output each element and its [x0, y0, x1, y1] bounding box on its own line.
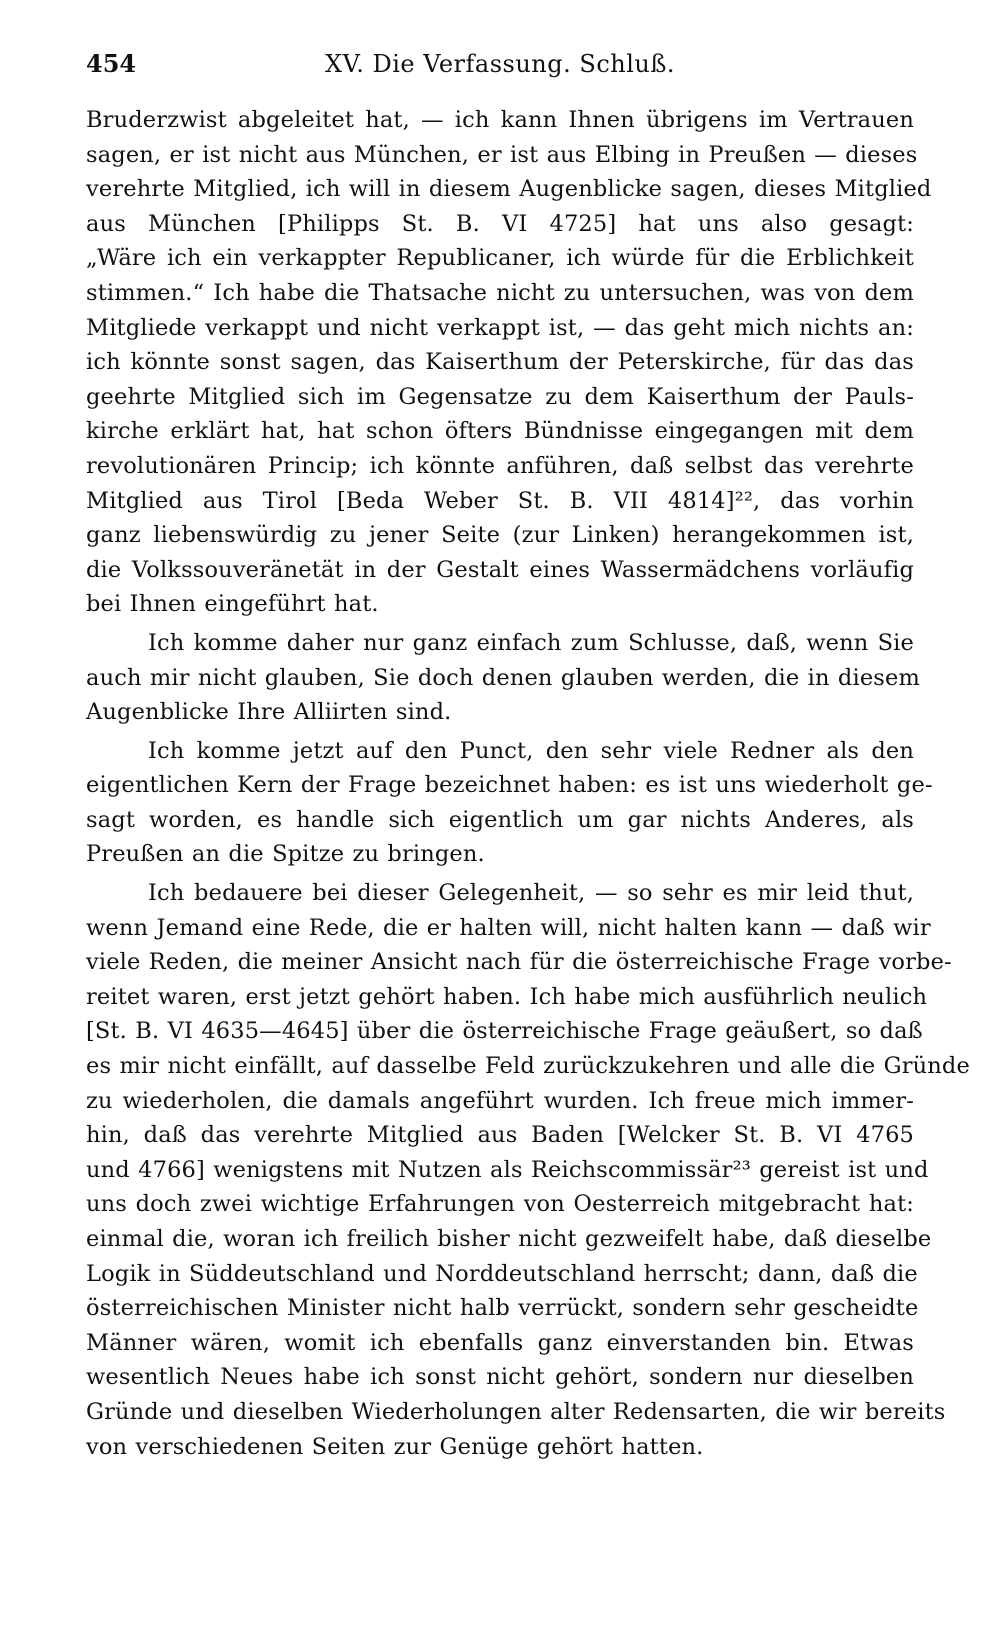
- running-head: XV. Die Verfassung. Schluß.: [324, 50, 676, 78]
- paragraph: [86, 103, 932, 622]
- text-line: Mitglied aus Tirol [Beda Weber St. B. VII 4814]²², das vorhin: [86, 487, 914, 514]
- paragraph: [86, 734, 933, 872]
- text-line: Mitgliede verkappt und nicht verkappt ist, — das geht mich nichts an:: [86, 314, 914, 341]
- text-line: uns doch zwei wichtige Erfahrungen von Oesterreich mitgebracht hat:: [86, 1191, 914, 1218]
- text-line: revolutionären Princip; ich könnte anführen, daß selbst das verehrte: [86, 452, 914, 479]
- text-line: reitet waren, erst jetzt gehört haben. Ich habe mich ausführlich neulich: [86, 983, 928, 1010]
- body-text: [86, 103, 970, 1464]
- text-line: von verschiedenen Seiten zur Genüge gehört hatten.: [86, 1433, 704, 1460]
- text-line: wenn Jemand eine Rede, die er halten will, nicht halten kann — daß wir: [86, 914, 931, 941]
- text-line: geehrte Mitglied sich im Gegensatze zu dem Kaiserthum der Pauls-: [86, 383, 914, 410]
- text-line: Logik in Süddeutschland und Norddeutschland herrscht; dann, daß die: [86, 1260, 918, 1287]
- text-line: die Volkssouveränetät in der Gestalt eines Wassermädchens vorläufig: [86, 556, 914, 583]
- page-header: [86, 44, 914, 84]
- text-line: auch mir nicht glauben, Sie doch denen glauben werden, die in diesem: [86, 664, 920, 691]
- paragraph: [86, 876, 970, 1464]
- page-number: 454: [86, 49, 137, 78]
- text-line: viele Reden, die meiner Ansicht nach für die österreichische Frage vorbe-: [86, 949, 952, 976]
- text-line: [St. B. VI 4635—4645] über die österreichische Frage geäußert, so daß: [86, 1018, 923, 1045]
- text-line: wesentlich Neues habe ich sonst nicht gehört, sondern nur dieselben: [86, 1364, 914, 1391]
- text-line: eigentlichen Kern der Frage bezeichnet haben: es ist uns wiederholt ge-: [86, 772, 933, 799]
- text-line: bei Ihnen eingeführt hat.: [86, 591, 379, 618]
- text-line: hin, daß das verehrte Mitglied aus Baden [Welcker St. B. VI 4765: [86, 1122, 914, 1149]
- text-line: Ich bedauere bei dieser Gelegenheit, — so sehr es mir leid thut,: [148, 880, 914, 907]
- text-line: einmal die, woran ich freilich bisher nicht gezweifelt habe, daß dieselbe: [86, 1226, 932, 1252]
- text-line: und 4766] wenigstens mit Nutzen als Reichscommissär²³ gereist ist und: [86, 1156, 929, 1183]
- text-line: verehrte Mitglied, ich will in diesem Augenblicke sagen, dieses Mitglied: [86, 176, 932, 203]
- text-line: Ich komme daher nur ganz einfach zum Schlusse, daß, wenn Sie: [148, 629, 914, 656]
- text-line: sagen, er ist nicht aus München, er ist aus Elbing in Preußen — dieses: [86, 141, 918, 168]
- text-line: kirche erklärt hat, hat schon öfters Bündnisse eingegangen mit dem: [86, 418, 914, 445]
- text-line: „Wäre ich ein verkappter Republicaner, ich würde für die Erblichkeit: [86, 245, 914, 272]
- text-line: Preußen an die Spitze zu bringen.: [86, 841, 485, 868]
- text-line: sagt worden, es handle sich eigentlich um gar nichts Anderes, als: [86, 806, 914, 833]
- text-line: stimmen.“ Ich habe die Thatsache nicht zu untersuchen, was von dem: [86, 279, 914, 306]
- text-line: Gründe und dieselben Wiederholungen alter Redensarten, die wir bereits: [86, 1398, 946, 1425]
- text-line: ganz liebenswürdig zu jener Seite (zur Linken) herangekommen ist,: [86, 522, 914, 549]
- text-line: Augenblicke Ihre Alliirten sind.: [86, 699, 452, 726]
- paragraph: [86, 626, 920, 730]
- text-line: es mir nicht einfällt, auf dasselbe Feld zurückzukehren und alle die Gründe: [86, 1053, 970, 1080]
- text-line: aus München [Philipps St. B. VI 4725] hat uns also gesagt:: [86, 210, 914, 237]
- text-line: Ich komme jetzt auf den Punct, den sehr viele Redner als den: [148, 737, 914, 764]
- text-line: Bruderzwist abgeleitet hat, — ich kann Ihnen übrigens im Vertrauen: [86, 107, 914, 133]
- text-line: österreichischen Minister nicht halb verrückt, sondern sehr gescheidte: [86, 1295, 919, 1322]
- text-line: zu wiederholen, die damals angeführt wurden. Ich freue mich immer-: [86, 1087, 914, 1114]
- text-line: Männer wären, womit ich ebenfalls ganz einverstanden bin. Etwas: [86, 1329, 914, 1356]
- text-line: ich könnte sonst sagen, das Kaiserthum der Peterskirche, für das das: [86, 349, 914, 376]
